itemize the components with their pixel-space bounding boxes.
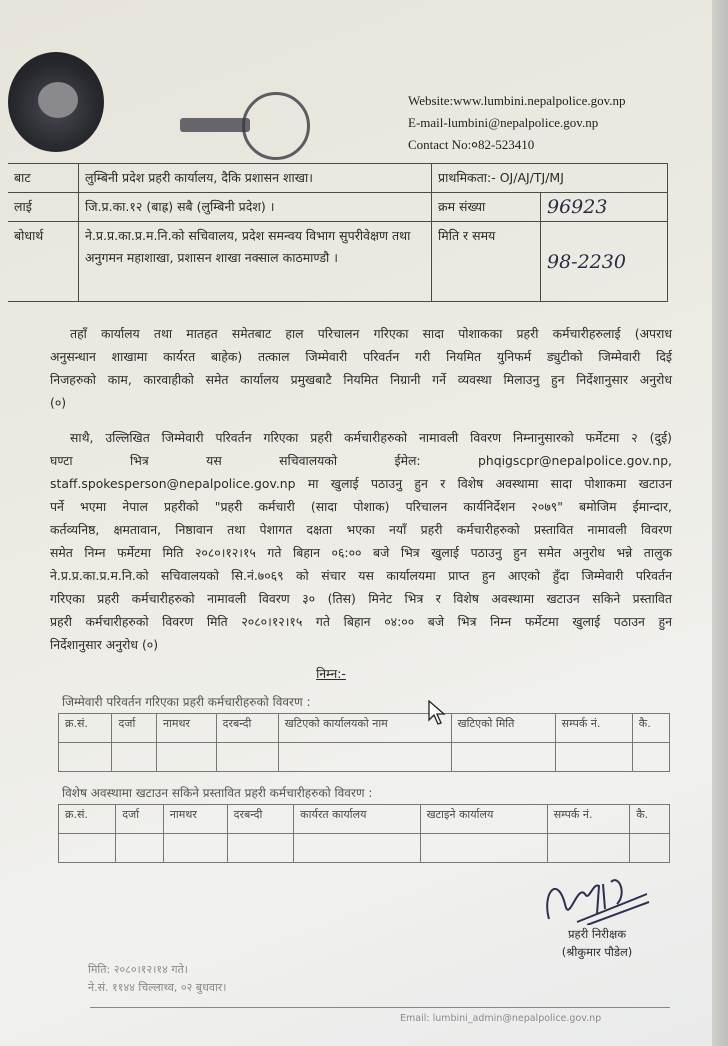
serial-label: क्रम संख्या xyxy=(432,193,541,222)
body-line: पर्ने भएमा नेपाल प्रहरीको "प्रहरी कर्मचारी (सादा पोशाक) परिचालन कार्यनिर्देशन २०७९" बमोजिम ईमान्दार, xyxy=(50,499,672,514)
contact-block xyxy=(408,90,626,156)
signature-mark xyxy=(537,869,657,925)
column-header: नामथर xyxy=(156,714,216,743)
table-cell xyxy=(632,743,669,772)
table-cell xyxy=(227,834,293,863)
body-line: निर्देशानुसार अनुरोध (०) xyxy=(50,637,159,652)
column-header: सम्पर्क नं. xyxy=(555,714,632,743)
datetime-value: 98-2230 xyxy=(541,222,668,302)
body-line: निजहरुको काम, कारवाहीको समेत कार्यालय प्रमुखबाटै नियमित निग्रानी गर्ने व्यवस्था मिलाउनु हुन निर्देशानुसार अनुरोध xyxy=(50,372,672,387)
table-cell xyxy=(59,834,116,863)
nepal-police-emblem-logo xyxy=(8,52,104,152)
table-cell xyxy=(156,743,216,772)
footer-divider xyxy=(90,1007,670,1008)
letter-info-table xyxy=(8,163,668,302)
table-cell xyxy=(59,743,112,772)
column-header: दर्जा xyxy=(116,805,164,834)
column-header: क्र.सं. xyxy=(59,805,116,834)
screen-edge xyxy=(712,0,728,1046)
column-header: खटाइने कार्यालय xyxy=(420,805,547,834)
table-cell xyxy=(216,743,278,772)
table-cell xyxy=(112,743,156,772)
table1 xyxy=(58,713,670,772)
table-cell xyxy=(278,743,451,772)
column-header: कै. xyxy=(632,714,669,743)
website-text: Website:www.lumbini.nepalpolice.gov.np xyxy=(408,93,626,108)
info-label: बोधार्थ xyxy=(8,222,79,302)
mouse-cursor-icon xyxy=(428,700,446,726)
table-cell xyxy=(630,834,670,863)
contact-number: Contact No:०82-523410 xyxy=(408,137,535,152)
table-cell xyxy=(555,743,632,772)
table-cell xyxy=(420,834,547,863)
column-header: सम्पर्क नं. xyxy=(547,805,629,834)
column-header: दर्जा xyxy=(112,714,156,743)
table-row xyxy=(59,834,670,863)
table2 xyxy=(58,804,670,863)
footer-date: मिति: २०८०।१२।१४ गते। xyxy=(88,963,188,976)
body-line: अनुसन्धान शाखामा कार्यरत बाहेक) तत्काल जिम्मेवारी परिवर्तन गरी नियमित युनिफर्म ड्युटीको जिम्मेवारी दिई xyxy=(50,349,672,364)
table-cell xyxy=(451,743,555,772)
column-header: खटिएको मिति xyxy=(451,714,555,743)
column-header: दरबन्दी xyxy=(216,714,278,743)
column-header: कार्यरत कार्यालय xyxy=(294,805,420,834)
letter-paragraph-1 xyxy=(50,322,672,414)
below-heading: निम्न:- xyxy=(316,666,346,681)
to-label: लाई xyxy=(8,193,79,222)
table1-title: जिम्मेवारी परिवर्तन गरिएका प्रहरी कर्मचारीहरुको विवरण : xyxy=(62,695,311,709)
to-value: जि.प्र.का.१२ (बाह्र) सबै (लुम्बिनी प्रदेश) । xyxy=(79,193,432,222)
signature-block xyxy=(50,869,672,961)
letter-flow xyxy=(0,302,712,1046)
from-value: लुम्बिनी प्रदेश प्रहरी कार्यालय, दैकि प्रशासन शाखा। xyxy=(79,164,432,193)
footer-email: Email: lumbini_admin@nepalpolice.gov.np xyxy=(400,1013,602,1024)
letter-paragraph-2 xyxy=(50,426,672,656)
datetime-label: मिति र समय xyxy=(432,222,541,302)
body-line: घण्टा भित्र यस सचिवालयको ईमेल: phqigscpr@nepalpolice.gov.np, xyxy=(50,453,672,468)
column-header: खटिएको कार्यालयको नाम xyxy=(278,714,451,743)
priority: प्राथमिकता:- OJ/AJ/TJ/MJ xyxy=(432,164,668,193)
column-header: कै. xyxy=(630,805,670,834)
body-line: समेत निम्न फर्मेटमा मिति २०८०।१२।१५ गते बिहान ०६:०० बजे भित्र खुलाई पठाउनु हुन समेत अनुरोध भन्ने तालुक xyxy=(50,545,672,560)
table-cell xyxy=(163,834,227,863)
column-header: क्र.सं. xyxy=(59,714,112,743)
table-cell xyxy=(547,834,629,863)
body-line: गरिएका प्रहरी कर्मचारीहरुको नामावली विवरण ३० (तिस) मिनेट भित्र र विशेष अवस्थामा खटाउन सकिने प्रस्तावित xyxy=(50,591,672,606)
body-line: staff.spokesperson@nepalpolice.gov.np मा खुलाई पठाउनु हुन र विशेष अवस्थामा सादा पोशाकमा खटाउन xyxy=(50,476,672,491)
column-header: दरबन्दी xyxy=(227,805,293,834)
info-value: ने.प्र.प्र.का.प्र.म.नि.को सचिवालय, प्रदेश समन्वय विभाग सुपरीवेक्षण तथा अनुगमन महाशाखा, प्रशासन शाखा नक्साल काठमाण्डौ । xyxy=(79,222,432,302)
email-text: E-mail-lumbini@nepalpolice.gov.np xyxy=(408,115,599,130)
body-line: कर्तव्यनिष्ठ, क्षमतावान, निष्ठावान तथा पेशागत दक्षता भएका नयाँ प्रहरी कर्मचारीहरुको प्रस्तावित नामावली विवरण xyxy=(50,522,672,537)
table-cell xyxy=(116,834,164,863)
body-line: तहाँ कार्यालय तथा मातहत समेतबाट हाल परिचालन गरिएका सादा पोशाकका प्रहरी कर्मचारीहरुलाई (अपराध xyxy=(70,326,672,341)
office-stamp xyxy=(180,92,330,160)
body-line: प्रहरी कर्मचारीहरुको विवरण मिति २०८०।१२।१५ गते बिहान ०४:०० बजे भित्र निम्न फर्मेटमा खुलाई पठाउन हुन xyxy=(50,614,672,629)
column-header: नामथर xyxy=(163,805,227,834)
signatory-title: प्रहरी निरीक्षक xyxy=(567,927,627,941)
body-line: ने.प्र.प्र.का.प्र.म.नि.को सचिवालयको सि.नं.७०६९ को संचार यस कार्यालयमा प्राप्त हुन आएको हुँदा जिम्मेवारी परिवर्तन xyxy=(50,568,672,583)
serial-value: 96923 xyxy=(541,193,668,222)
body-line: साथै, उल्लिखित जिम्मेवारी परिवर्तन गरिएका प्रहरी कर्मचारीहरुको नामावली विवरण निम्नानुसारको फर्मेटमा २ (दुई) xyxy=(70,430,672,445)
signatory-name: (श्रीकुमार पौडेल) xyxy=(561,945,633,959)
body-line: (०) xyxy=(50,395,67,410)
from-label: बाट xyxy=(8,164,79,193)
table-row xyxy=(59,743,670,772)
table2-title: विशेष अवस्थामा खटाउन सकिने प्रस्तावित प्रहरी कर्मचारीहरुको विवरण : xyxy=(62,786,373,800)
table-cell xyxy=(294,834,420,863)
footer-nepal-samvat: ने.सं. ११४४ चिल्लाथ्व, ०२ बुधवार। xyxy=(88,981,227,994)
